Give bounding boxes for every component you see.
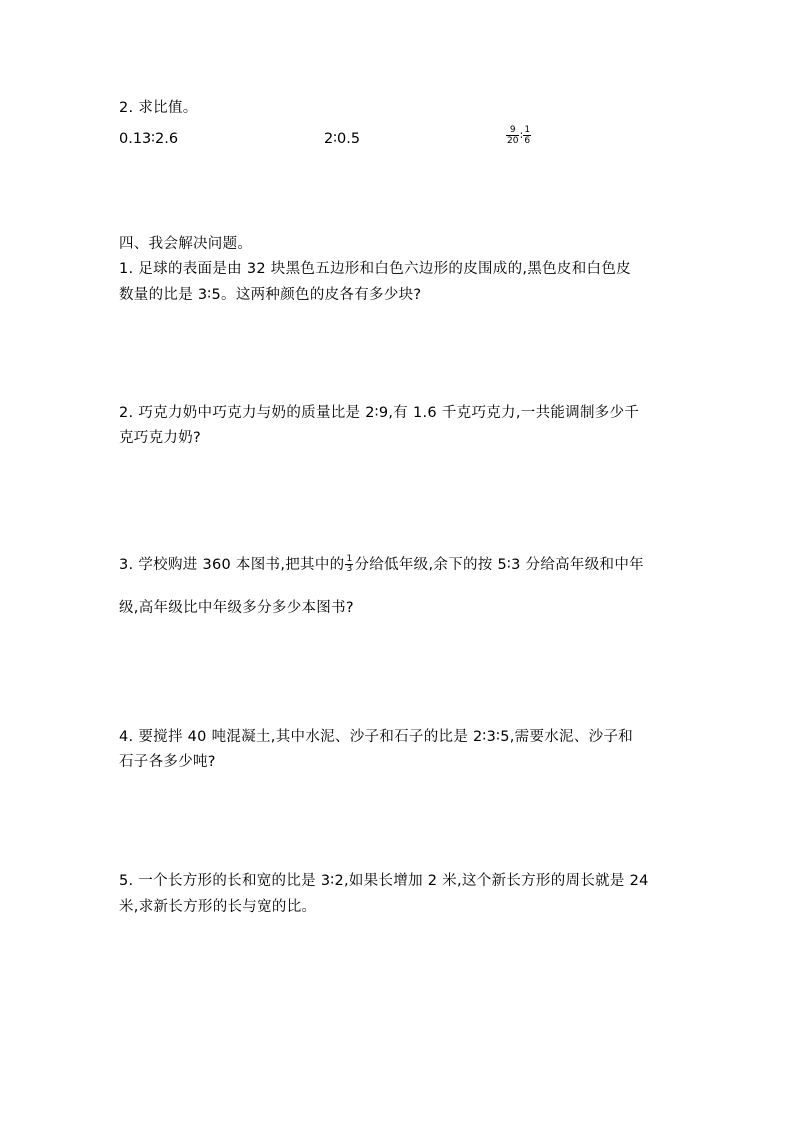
question-3-line-1: 3. 学校购进 360 本图书,把其中的 $\frac{1}{3}$ 分给低年级,余下的按 5∶3 分给高年级和中年 [119,553,644,574]
section-title-ratio-values: 2. 求比值。 [119,100,198,116]
fraction-one-third: $\frac{1}{3}$ [346,553,353,574]
question-1-line-2: 数量的比是 3∶5。这两种颜色的皮各有多少块? [119,287,422,303]
fraction-one-sixth: $\frac{1}{6}$ [524,125,531,146]
ratio-item-1: 0.13∶2.6 [119,131,179,147]
ratio-item-2: 2∶0.5 [324,131,361,147]
question-4-line-1: 4. 要搅拌 40 吨混凝土,其中水泥、沙子和石子的比是 2∶3∶5,需要水泥、沙子和 [119,729,634,745]
question-5-line-1: 5. 一个长方形的长和宽的比是 3∶2,如果长增加 2 米,这个新长方形的周长就是 24 [119,873,649,889]
question-2-line-1: 2. 巧克力奶中巧克力与奶的质量比是 2∶9,有 1.6 千克巧克力,一共能调制多少千 [119,405,640,421]
question-2-line-2: 克巧克力奶? [119,430,201,446]
section-title-problem-solving: 四、我会解决问题。 [119,236,253,252]
fraction-nine-twentieths: $\frac{9}{20}$ [507,125,519,146]
question-5-line-2: 米,求新长方形的长与宽的比。 [119,899,317,915]
question-1-line-1: 1. 足球的表面是由 32 块黑色五边形和白色六边形的皮围成的,黑色皮和白色皮 [119,261,631,277]
ratio-item-3: $\frac{9}{20}$ ∶ $\frac{1}{6}$ [507,125,531,146]
question-4-line-2: 石子各多少吨? [119,754,216,770]
question-3-line-2: 级,高年级比中年级多分多少本图书? [119,600,354,616]
